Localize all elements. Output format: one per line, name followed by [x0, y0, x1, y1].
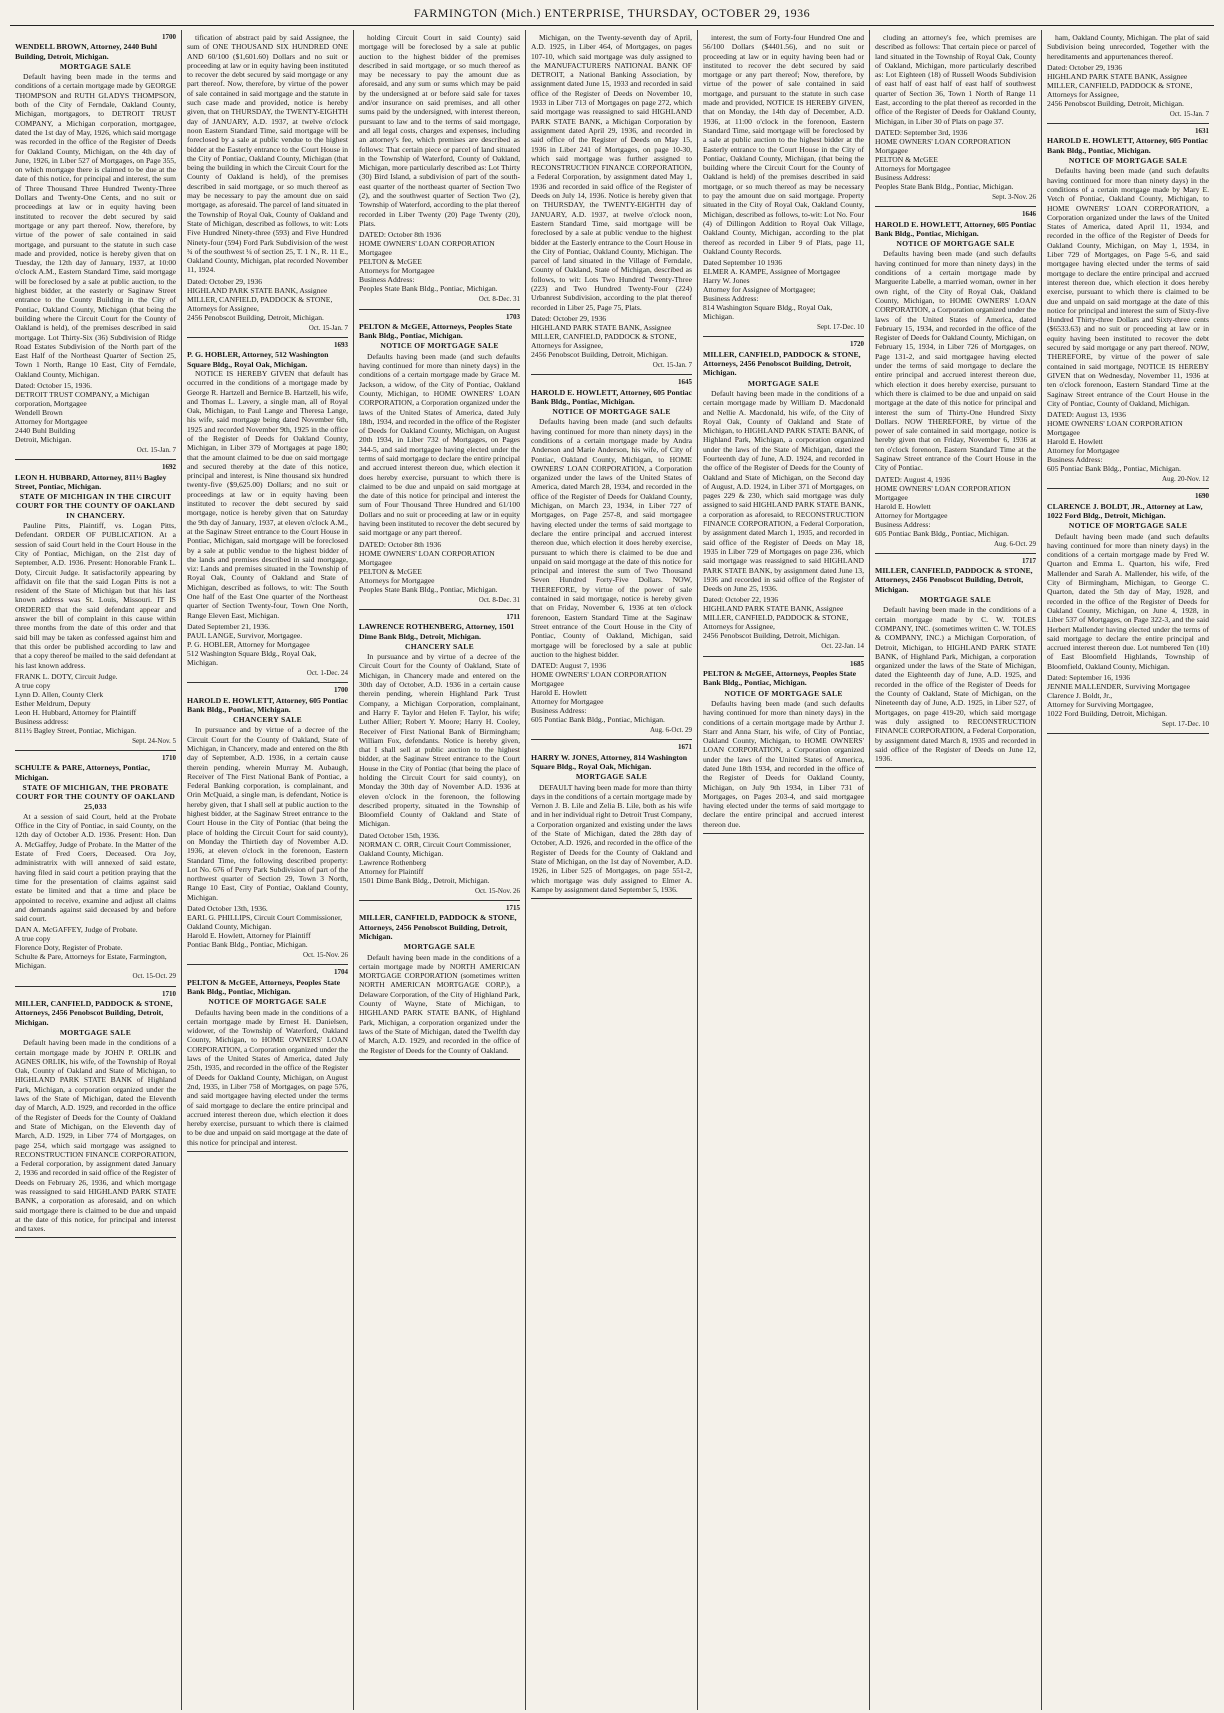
legal-notice — [359, 310, 520, 610]
signature-line: Dated October 13th, 1936. — [187, 904, 268, 914]
legal-notice — [359, 30, 520, 310]
signature-line: PELTON & McGEE — [359, 566, 422, 576]
signature-line: Esther Meldrum, Deputy — [15, 698, 91, 708]
notice-paragraph: interest, the sum of Forty-four Hundred One and 56/100 Dollars ($4401.56), and no suit or proceeding at law or in equity having been had or instituted to recover the debt secured by said mortgage or any part thereof; Now, therefore, by virtue of the power of sale contained in said mortgage, and pursuant to the statute in such case made and provided, NOTICE IS HEREBY GIVEN, that on Monday, the 14th day of December, A.D. 1936, at 11:00 o'clock in the forenoon, Eastern Standard Time, said mortgage will be foreclosed by a sale at public auction to the highest bidder at the Easterly entrance to the Court House in the City of Pontiac, Oakland County, Michigan, (that being the building where the Circuit Court for the County of Oakland is held) of the premises described in said mortgage, or so much thereof as may be necessary to pay the amount due on said mortgage. Property situated in the City of Royal Oak, Oakland County, Michigan, described as follows, to-wit: Lot No. Four (4) of Dillingon Addition to Royal Oak Village, Oakland County, Michigan, according to the plat thereof as recorded in Liber 9 of Plats, page 11, Oakland County Records. — [703, 33, 864, 256]
signature-line: DATED: August 7, 1936 — [531, 661, 607, 671]
legal-notice — [703, 657, 864, 834]
notice-paragraph: Michigan, on the Twenty-seventh day of April, A.D. 1925, in Liber 464, of Mortgages, on pages 107-10, which said mortgage was duly assigned to the MANUFACTURERS NATIONAL BANK OF DETROIT, a National Banking Association, by assignment dated June 15, 1933 and recorded in said office of the Register of Deeds on November 10, 1933 in Liber 713 of Mortgages on page 272, which said mortgage was reassigned to said HIGHLAND PARK STATE BANK, a Michigan Corporation by assignment dated April 29, 1936, and recorded in said office of the Register of Deeds on May 15, 1936 in Liber 241 of Mortgages, on page 10-30, which said mortgage was further assigned to RECONSTRUCTION FINANCE CORPORATION, a Federal Corporation, by assignment dated May 1, 1936 and recorded in said office of the Register of Deeds on July 14, 1936. Notice is hereby given that on THURSDAY, the TWENTY-EIGHTH day of JANUARY, A.D. 1937, at twelve o'clock noon, Eastern Standard Time, said mortgage will be foreclosed by a sale at public vendue to the highest bidder at the Easterly entrance to the Court House in the City of Pontiac, Oakland County, Michigan. The parcel of land situated in the Village of Ferndale, County of Oakland, State of Michigan, described as follows, to wit: Lots Two Hundred Twenty-Three (223) and Two Hundred Twenty-Four (224) Urbanrest Subdivision, according to the plat thereof recorded in Liber 25, Page 75, Plats. — [531, 33, 692, 312]
signature-line: HOME OWNERS' LOAN CORPORATION Mortgagee — [531, 670, 667, 689]
signature-line: Harold E. Howlett — [875, 501, 931, 511]
publication-dates: Oct. 22-Jan. 14 — [821, 642, 864, 651]
notice-signature-block — [703, 258, 864, 321]
notice-signature-block — [15, 381, 176, 444]
signature-line: DATED: October 8th 1936 — [359, 230, 442, 240]
signature-line: 2456 Penobscot Building, Detroit, Michigan. — [531, 349, 668, 359]
signature-line: A true copy — [15, 680, 51, 690]
notice-signature-block — [703, 595, 864, 640]
signature-line: FRANK L. DOTY, Circuit Judge. — [15, 671, 118, 681]
signature-line: DATED: October 8th 1936 — [359, 539, 442, 549]
notice-paragraph: ham, Oakland County, Michigan. The plat of said Subdivision being unrecorded, Together with the hereditaments and appurtenances thereof. — [1047, 33, 1209, 61]
notice-body — [1047, 166, 1209, 408]
notice-number: 1693 — [334, 341, 348, 350]
signature-line: Attorney for Surviving Mortgagee, — [1047, 700, 1154, 710]
notice-number: 1710 — [162, 989, 176, 998]
signature-line: JENNIE MALLENDER, Surviving Mortgagee — [1047, 682, 1190, 692]
publication-dates: Sept. 17-Dec. 10 — [1161, 720, 1209, 729]
signature-line: HIGHLAND PARK STATE BANK, Assignee — [187, 285, 328, 295]
notice-paragraph: Defaults having been made in the conditions of a certain mortgage made by Ernest H. Danielsen, widower, of the Township of Waterford, Oakland County, Michigan, to HOME OWNERS' LOAN CORPORATION, a Corporation organized under the laws of the United States of America, dated July 25th, 1935, and recorded in the office of the Register of Deeds for Oakland County, Michigan, on August 2nd, 1935, in Liber 758 of Mortgages, on page 576, and said mortgagee having elected under the terms of said mortgage to declare the entire principal and accrued interest thereon due, which election it does hereby exercise, pursuant to which there is claimed to be due and unpaid on said mortgage at the date of this notice for principal and interest. — [187, 1007, 348, 1147]
notice-paragraph: Default having been made in the conditions of a certain mortgage made by NORTH AMERICAN MORTGAGE CORPORATION (sometimes written NORTH AMERICAN MORTGAGE CORP.), a Delaware Corporation, of the City of Highland Park, County of Wayne, State of Michigan, to HIGHLAND PARK STATE BANK, of Highland Park, Michigan, a corporation organized under the laws of the State of Michigan, dated the Twelfth day of March, A.D. 1929, and recorded in the office of the Register of Deeds for the County of Oakland. — [359, 952, 520, 1055]
signature-line: 2456 Penobscot Building, Detroit, Michigan. — [187, 312, 324, 322]
legal-notice — [531, 740, 692, 899]
legal-notice — [875, 554, 1036, 769]
signature-line: Clarence J. Boldt, Jr., — [1047, 691, 1113, 701]
signature-line: 2456 Penobscot Building, Detroit, Michigan. — [1047, 98, 1184, 108]
signature-line: Harold E. Howlett, Attorney for Plaintiff — [187, 931, 311, 941]
signature-line: HOME OWNERS' LOAN CORPORATION Mortgagee — [359, 239, 495, 258]
notice-title: MORTGAGE SALE — [59, 1027, 132, 1037]
notice-signature-block — [1047, 63, 1209, 108]
notice-signature-block — [15, 925, 176, 970]
notice-body — [359, 652, 520, 829]
notice-signature-block — [187, 904, 348, 949]
publication-dates: Sept. 17-Dec. 10 — [816, 323, 864, 332]
notice-attorney-heading: SCHULTE & PARE, Attorneys, Pontiac, Michigan. — [15, 763, 150, 782]
notice-signature-block — [1047, 673, 1209, 718]
notice-body — [531, 417, 692, 659]
signature-line: HIGHLAND PARK STATE BANK, Assignee — [703, 604, 844, 614]
signature-line: NORMAN C. ORR, Circuit Court Commissioner, Oakland County, Michigan. — [359, 839, 512, 858]
notice-number: 1646 — [1022, 210, 1036, 219]
notice-title: CHANCERY SALE — [233, 715, 302, 725]
signature-line: DAN A. McGAFFEY, Judge of Probate. — [15, 925, 138, 935]
signature-line: MILLER, CANFIELD, PADDOCK & STONE, Attorneys for Assignee, — [187, 294, 333, 313]
signature-line: Attorneys for Mortgagee — [359, 575, 435, 585]
signature-line: Leon H. Hubbard, Attorney for Plaintiff — [15, 707, 137, 717]
notice-title: STATE OF MICHIGAN, THE PROBATE COURT FOR THE COUNTY OF OAKLAND 25,033 — [15, 783, 176, 811]
signature-line: Attorneys for Mortgagee — [359, 266, 435, 276]
signature-line: 2456 Penobscot Building, Detroit, Michigan. — [703, 631, 840, 641]
notice-attorney-heading: HAROLD E. HOWLETT, Attorney, 605 Pontiac Bank Bldg., Pontiac, Michigan. — [187, 695, 348, 714]
signature-line: Attorney for Mortgagee — [1047, 446, 1120, 456]
notice-body — [531, 33, 692, 312]
signature-line: Business Address: — [531, 706, 587, 716]
notice-body — [15, 812, 176, 924]
notice-paragraph: DEFAULT having been made for more than thirty days in the conditions of a certain mortgage made by Vernon J. B. Lile and Zelia B. Lile, both as his wife and in her individual right to Detroit Trust Company, a Corporation organized and existing under the laws of the State of Michigan, dated the 28th day of October, A.D. 1926, and recorded in the office of the Register of Deeds for the County of Oakland and State of Michigan, on the 1st day of November, A.D. 1926, in Liber 525 of Mortgages, on page 551-2, which mortgage was duly assigned to Elmer A. Kampe by assignment dated September 5, 1936. — [531, 782, 692, 894]
legal-notice — [531, 30, 692, 375]
signature-line: ELMER A. KAMPE, Assignee of Mortgagee — [703, 267, 841, 277]
signature-line: Dated September 10 1936 — [703, 258, 783, 268]
publication-dates: Oct. 15-Jan. 7 — [136, 445, 176, 454]
notice-number: 1703 — [506, 312, 520, 321]
notice-attorney-heading: HAROLD E. HOWLETT, Attorney, 605 Pontiac Bank Bldg., Pontiac, Michigan. — [1047, 136, 1208, 155]
notice-title: NOTICE OF MORTGAGE SALE — [552, 407, 671, 417]
signature-line: Wendell Brown — [15, 407, 63, 417]
notice-attorney-heading: MILLER, CANFIELD, PADDOCK & STONE, Attorneys, 2456 Penobscot Building, Detroit, Michigan. — [703, 349, 861, 378]
signature-line: Business Address: — [875, 519, 931, 529]
notice-attorney-heading: MILLER, CANFIELD, PADDOCK & STONE, Attorneys, 2456 Penobscot Building, Detroit, Michigan. — [359, 913, 517, 941]
notice-attorney-heading: P. G. HOBLER, Attorney, 512 Washington Square Bldg., Royal Oak, Michigan. — [187, 350, 329, 369]
signature-line: Attorneys for Mortgagee — [875, 163, 951, 173]
signature-line: PAUL LANGE, Survivor, Mortgagee. — [187, 630, 303, 640]
signature-line: 811½ Bagley Street, Pontiac, Michigan. — [15, 725, 137, 735]
signature-line: 605 Pontiac Bank Bldg., Pontiac, Michigan. — [1047, 464, 1181, 474]
notice-body — [359, 953, 520, 1055]
notice-title: NOTICE OF MORTGAGE SALE — [380, 341, 499, 351]
signature-line: Dated September 21, 1936. — [187, 621, 270, 631]
signature-line: HOME OWNERS' LOAN CORPORATION Mortgagee — [1047, 419, 1183, 438]
signature-line: Attorney for Mortgagee — [15, 416, 88, 426]
signature-line: Lawrence Rothenberg — [359, 857, 427, 867]
notice-title: MORTGAGE SALE — [747, 378, 820, 388]
signature-line: Business Address: — [1047, 455, 1103, 465]
signature-line: DATED: September 3rd, 1936 — [875, 127, 968, 137]
legal-notice-columns — [10, 30, 1214, 1710]
signature-line: 512 Washington Square Bldg., Royal Oak, Michigan. — [187, 648, 317, 667]
signature-line: Peoples State Bank Bldg., Pontiac, Michigan. — [359, 584, 498, 594]
notice-body — [875, 249, 1036, 472]
signature-line: Dated: September 16, 1936 — [1047, 673, 1131, 683]
legal-notice — [15, 751, 176, 987]
notice-number: 1685 — [850, 659, 864, 668]
notice-body — [15, 72, 176, 379]
notice-body — [187, 1008, 348, 1147]
notice-body — [359, 352, 520, 538]
notice-attorney-heading: HARRY W. JONES, Attorney, 814 Washington Square Bldg., Royal Oak, Michigan. — [531, 752, 688, 771]
signature-line: Business Address: — [875, 172, 931, 182]
legal-notice — [703, 30, 864, 337]
signature-line: Attorney for Assignee of Mortgagee; — [703, 285, 816, 295]
publication-dates: Aug. 20-Nov. 12 — [1162, 475, 1209, 484]
column-1 — [10, 30, 182, 1710]
legal-notice — [15, 460, 176, 751]
notice-paragraph: holding Circuit Court in said County) said mortgage will be foreclosed by a sale at public auction to the highest bidder of the premises described in said mortgage, or so much thereof as may be necessary to pay the amount due as aforesaid, and any sum or sums which may be paid by the undersigned at or before said sale for taxes and/or insurance on said premises, and all other sums paid by the undersigned, with interest thereon, pursuant to law and to the terms of said mortgage, and all legal costs, charges and expenses, including an attorney's fee, which premises are described as follows: That certain piece or parcel of land situated in the Township of Waterford, County of Oakland, Michigan, more particularly described as: Lot Thirty (30) Bird Island, a subdivision of part of the south-east quarter of the northeast quarter of Section Two (2), and the southwest quarter of Section Two (2), Township of Waterford, according to the plat thereof recorded in Liber Twenty (20) Page Twenty (20), Plats. — [359, 33, 520, 228]
publication-dates: Aug. 6-Oct. 29 — [650, 726, 692, 735]
legal-notice — [187, 338, 348, 683]
notice-paragraph: Default having been made in the conditions of a certain mortgage made by C. W. TOLES COMPANY, INC. (sometimes written C. W. TOLES & COMPANY, INC.) a Michigan Corporation, of Detroit, Michigan, to HIGHLAND PARK STATE BANK, of Highland Park, Michigan, a corporation organized under the laws of the State of Michigan, dated the Eighteenth day of June, A.D. 1925, and recorded in the office of the Register of Deeds for the County of Oakland, State of Michigan, on the Nineteenth day of June, A.D. 1925, in Liber 527, of Mortgages, on page 419-20, which said mortgage was duly assigned to RECONSTRUCTION FINANCE CORPORATION, a Federal Corporation, by assignment dated March 8, 1935 and recorded in said office of the Register of Deeds on June 12, 1936. — [875, 605, 1036, 764]
notice-number: 1631 — [1195, 127, 1209, 136]
notice-title: STATE OF MICHIGAN IN THE CIRCUIT COURT FOR THE COUNTY OF OAKLAND IN CHANCERY. — [15, 492, 176, 520]
signature-line: EARL G. PHILLIPS, Circuit Court Commissioner, Oakland County, Michigan. — [187, 913, 343, 932]
notice-attorney-heading: PELTON & McGEE, Attorneys, Peoples State Bank Bldg., Pontiac, Michigan. — [187, 977, 341, 996]
signature-line: Florence Doty, Register of Probate. — [15, 943, 123, 953]
publication-dates: Oct. 15-Oct. 29 — [132, 972, 176, 981]
legal-notice — [15, 30, 176, 460]
signature-line: Schulte & Pare, Attorneys for Estate, Farmington, Michigan. — [15, 952, 167, 971]
signature-line: P. G. HOBLER, Attorney for Mortgagee — [187, 639, 310, 649]
column-6 — [870, 30, 1042, 1710]
notice-attorney-heading: CLARENCE J. BOLDT, JR., Attorney at Law, 1022 Ford Bldg., Detroit, Michigan. — [1047, 501, 1203, 520]
notice-number: 1710 — [162, 754, 176, 763]
notice-paragraph: In pursuance and by virtue of a decree of the Circuit Court for the County of Oakland, State of Michigan, in Chancery, made and entered on the 8th day of September, A.D. 1936, in a certain cause therein pending, wherein Murray M. Aubaugh, Receiver of The First National Bank of Pontiac, a Federal Banking corporation, is complainant, and Orin McQuaid, a single man, is defendant, Notice is hereby given, that I shall sell at public auction to the highest bidder, at the Saginaw Street entrance to the Court House in the City of Pontiac (that being the place of holding the Circuit Court for said county), on Monday the Thirtieth day of November A.D. 1936, at eleven o'clock in the forenoon, Eastern Standard Time, the following described property: Lot No. 676 of Perry Park Subdivision of part of the northwest quarter of Section 29, Town 3 North, Range 10 East, City of Pontiac, Oakland County, Michigan. — [187, 725, 348, 902]
signature-line: Dated: October 29, 1936 — [531, 313, 607, 323]
notice-paragraph: tification of abstract paid by said Assignee, the sum of ONE THOUSAND SIX HUNDRED ONE AND 60/100 ($1,601.60) Dollars and no suit or proceeding at law or in equity having been instituted to recover the debt secured by said mortgage or any part thereof. Now, therefore, by virtue of the power of sale contained in said mortgage and the statute in such case made and provided, notice is hereby given, that on THURSDAY, the TWENTY-EIGHTH day of JANUARY, A.D. 1937, at twelve o'clock noon Eastern Standard Time, said mortgage will be foreclosed by a sale at public vendue to the highest bidder at the Easterly entrance to the Court House in the City of Pontiac, Oakland County, Michigan (that being the building in which the Circuit Court for the County of Oakland is held), of the premises described in said mortgage, or so much thereof as may be necessary to pay the amount due on said mortgage, as aforesaid. The parcel of land situated in the Township of Royal Oak, County of Oakland and State of Michigan, described as follows, to wit: Lots Five Hundred Ninety-three (593) and Five Hundred Ninety-four (594) Ford Park Subdivision of the west ¾ of the southwest ¼ of section 25, T. 1 N., R. 11 E., Oakland County, Michigan, plat recorded November 11, 1924. — [187, 33, 348, 275]
column-3 — [354, 30, 526, 1710]
publication-dates: Sept. 3-Nov. 26 — [992, 192, 1036, 201]
notice-title: NOTICE OF MORTGAGE SALE — [208, 997, 327, 1007]
notice-body — [1047, 532, 1209, 671]
notice-paragraph: Defaults having been made (and such defaults having continued for more than ninety days) in the conditions of a certain mortgage made by Marguerite Labelle, a married woman, owner in her own right, of the City of Royal Oak, Oakland County, Michigan, to HOME OWNERS' LOAN CORPORATION, a Corporation organized under the laws of the United States of America, dated February 15, 1934, and recorded in the office of the Register of Deeds for Oakland County, Michigan, on February 15, 1934, in Liber 726 of Mortgages, on Page 131-2, and said mortgagee having elected under the terms of said mortgage to declare the entire principal and accrued interest thereon due, which election it does hereby exercise, pursuant to which there is claimed to be due and unpaid on said mortgage at the date of this notice for principal and interest the sum of Thirty-One Hundred Sixty Dollars. NOW THEREFORE, by virtue of the power of sale contained in said mortgage, notice is hereby given that on Friday, November 6, 1936 at ten o'clock forenoon, Eastern Standard Time at the Saginaw Street entrance of the Court House in the City of Pontiac. — [875, 249, 1036, 473]
legal-notice — [187, 30, 348, 338]
notice-number: 1700 — [334, 686, 348, 695]
notice-paragraph: Defaults having been made (and such defaults having continued for more than ninety days) in the conditions of a certain mortgage made by Andra Anderson and Marie Anderson, his wife, of City of Pontiac, Oakland County, Michigan, to HOME OWNERS' LOAN CORPORATION, a Corporation organized under the laws of the United States of America, dated March 28, 1934, and recorded in the office of the Register of Deeds for Oakland County, Michigan, on March 23, 1934, in Liber 727 of Mortgages, on Page 257-8, and said mortgagee having elected under the terms of said mortgage to declare the entire principal and accrued interest thereon due, which election it does hereby exercise, pursuant to which there is claimed to be due and unpaid on said mortgage at the date of this notice for principal and interest the sum of Two Thousand Seven Hundred Forty-Five Dollars. NOW, THEREFORE, by virtue of the power of sale contained in said mortgage, notice is hereby given that on Friday, November 6, 1936 at ten o'clock forenoon, Eastern Standard Time at the Saginaw Street entrance of the Court House in the City of Pontiac, County of Oakland, Michigan, said mortgage will be foreclosed by a sale at public auction to the highest bidder. — [531, 417, 692, 659]
notice-paragraph: Default having been made (and such defaults having continued for more than ninety days) in the conditions of a certain mortgage made by Fred W. Quarton and Emma L. Quarton, his wife, Fred Mallender and Sarah A. Mallender, his wife, of the City of Birmingham, Michigan, to George C. Quarton, dated the 5th day of May, 1928, and recorded in the office of the Register of Deeds for Oakland County, Michigan, on June 4, 1928, in Liber 537 of Mortgages, on Page 322-3, and the said Herbert Mallender having elected under the terms of said mortgage to declare the entire principal and accrued interest thereon due. Lot numbered Ten (10) of East Bloomfield Highlands, Township of Bloomfield, Oakland County, Michigan. — [1047, 531, 1209, 671]
notice-attorney-heading: MILLER, CANFIELD, PADDOCK & STONE, Attorneys, 2456 Penobscot Building, Detroit, Michigan. — [15, 999, 173, 1027]
legal-notice — [703, 337, 864, 656]
signature-line: HOME OWNERS' LOAN CORPORATION Mortgagee — [875, 136, 1011, 155]
signature-line: Peoples State Bank Bldg., Pontiac, Michigan. — [875, 181, 1014, 191]
notice-body — [703, 389, 864, 594]
signature-line: DATED: August 13, 1936 — [1047, 410, 1126, 420]
signature-line: Peoples State Bank Bldg., Pontiac, Michigan. — [359, 284, 498, 294]
signature-line: Business address: — [15, 716, 69, 726]
notice-body — [187, 33, 348, 275]
notice-title: NOTICE OF MORTGAGE SALE — [1068, 156, 1188, 166]
column-5 — [698, 30, 870, 1710]
legal-notice — [1047, 489, 1209, 734]
notice-attorney-heading: MILLER, CANFIELD, PADDOCK & STONE, Attorneys, 2456 Penobscot Building, Detroit, Michigan. — [875, 566, 1033, 594]
publication-dates: Oct. 15-Jan. 7 — [308, 323, 348, 332]
signature-line: Attorney for Mortgagee — [531, 697, 604, 707]
legal-notice — [187, 965, 348, 1152]
notice-paragraph: NOTICE IS HEREBY GIVEN that default has occurred in the conditions of a mortgage made by George R. Hartzell and Bernice B. Hartzell, his wife, and Thomas L. Lavery, a single man, all of Royal Oak, Michigan, to Paul Lange and Theresa Lange, his wife, said mortgage being dated November 6th, 1925 and recorded November 9th, 1925 in the office of the Register of Deeds for Oakland County, Michigan, in Liber 379 of Mortgages at page 180; that the amount claimed to be due on said mortgage and secured thereby at the date of this notice, principal and interest, is Nine thousand six hundred twenty-five ($9,625.00) Dollars; and no suit or proceedings at law or in equity having been instituted to recover the debt secured by said mortgage, notice is hereby given that on Saturday the 9th day of January, 1937, at eleven o'clock A.M., at the Saginaw Street entrance to the Court House in Pontiac, Michigan, said mortgage will be foreclosed by a sale at public vendue to the highest bidder of the lands and premises described in said mortgage, viz: Lands and premises situated in the Township of Royal Oak, County of Oakland and State of Michigan, described as follows, to wit: The South One half of the East One quarter of the Northeast quarter of Section Twenty-four, Town One North, Range Eleven East, Michigan. — [187, 368, 348, 620]
signature-line: Attorneys for Assignee, — [1047, 89, 1119, 99]
legal-notice — [875, 207, 1036, 554]
publication-dates: Oct. 15-Nov. 26 — [474, 886, 520, 895]
notice-paragraph: At a session of said Court, held at the Probate Office in the City of Pontiac, in said County, on the 12th day of October A.D. 1936. Present: Hon. Dan A. McGaffey, Judge of Probate. In the Matter of the Estate of Fred Coers, Deceased. Ora Joy, administratrix with will annexed of said estate, having filed in said court a petition praying that the time for the presentation of claims against said estate be limited and that a time and place be appointed to receive, examine and adjust all claims and demands against said deceased by and before said court. — [15, 811, 176, 924]
signature-line: DATED: August 4, 1936 — [875, 474, 951, 484]
legal-notice — [15, 987, 176, 1239]
notice-signature-block — [531, 661, 692, 724]
notice-attorney-heading: LAWRENCE ROTHENBERG, Attorney, 1501 Dime Bank Bldg., Detroit, Michigan. — [359, 622, 515, 641]
signature-line: Business Address: — [703, 294, 759, 304]
notice-attorney-heading: LEON H. HUBBARD, Attorney, 811½ Bagley Street, Pontiac, Michigan. — [15, 472, 167, 491]
notice-paragraph: Defaults having been made (and such defaults having continued for more than ninety days) in the conditions of a certain mortgage made by Arthur J. Starr and Anna Starr, his wife, of City of Pontiac, Oakland County, Michigan, to HOME OWNERS' LOAN CORPORATION, a Corporation organized under the laws of the United States of America, dated June 18th 1934, and recorded in the office of the Register of Deeds for Oakland County, Michigan, on July 9th 1934, in Liber 731 of Mortgages, on Pages 203-4, and said mortgagee having elected under the terms of said mortgage to declare the entire principal and accrued interest thereon due. — [703, 698, 864, 829]
signature-line: MILLER, CANFIELD, PADDOCK & STONE, — [703, 613, 849, 623]
signature-line: HIGHLAND PARK STATE BANK, Assignee — [1047, 71, 1188, 81]
notice-number: 1671 — [678, 743, 692, 752]
notice-signature-block — [187, 277, 348, 322]
notice-body — [531, 783, 692, 895]
column-7 — [1042, 30, 1214, 1710]
legal-notice — [359, 901, 520, 1060]
legal-notice — [1047, 124, 1209, 489]
notice-title: MORTGAGE SALE — [575, 772, 648, 782]
signature-line: 2440 Buhl Building — [15, 425, 76, 435]
notice-body — [187, 725, 348, 902]
signature-line: Dated: October 29, 1936 — [187, 276, 263, 286]
notice-paragraph: Default having been made in the terms and conditions of a certain mortgage made by GEORGE THOMPSON and RUTH GLADYS THOMPSON, both of the City of Ferndale, Oakland County, Michigan, mortgagors, to DETROIT TRUST COMPANY, a Michigan corporation, mortgagee, dated the 1st day of May, 1926, which said mortgage was recorded in the office of the Register of Deeds for Oakland County, Michigan, on the 4th day of June, 1926, in Liber 527 of Mortgages, on Page 355, on which mortgage there is claimed to be due at the date of this notice, for principal and interest, the sum of Three Thousand Three Hundred Twenty-Three Dollars and Twenty-One Cents, and no suit or proceedings at law or in equity having been instituted to recover the debt secured by said mortgage or any part thereof. Now, therefore, by virtue of the power of sale contained in said mortgage, and pursuant to the statute in such case made and provided, notice is hereby given that on Tuesday, the 12th day of January, 1937, at 10:00 o'clock A.M., Eastern Standard Time, said mortgage will be foreclosed by a sale at public auction, to the highest bidder, at the easterly or Saginaw Street entrance to the County Building in the City of Pontiac, Oakland County, Michigan (that being the building where the Circuit Court for the County of Oakland is held), of the premises described in said mortgage. Lot Thirty-Six (36) Subdivision of Ridge Road Estates Subdivision of the North part of the East Half of the Northeast Quarter of Section 25, Town 1 North, Range 10 East, City of Ferndale, Oakland County, Michigan. — [15, 72, 176, 379]
notice-number: 1711 — [506, 612, 520, 621]
notice-paragraph: cluding an attorney's fee, which premises are described as follows: That certain piece or parcel of land situated in the Township of Royal Oak, County of Oakland, Michigan, more particularly described as: Lot Eighteen (18) of Russell Woods Subdivision of east half of east half of east half of southwest quarter of Section 36, Town 1 North of Range 11 East, according to the plat thereof as recorded in the office of the Register of Deeds for Oakland County, Michigan, in Liber 30 of Plats on page 37. — [875, 33, 1036, 126]
notice-body — [15, 521, 176, 670]
notice-number: 1645 — [678, 378, 692, 387]
notice-body — [703, 699, 864, 829]
signature-line: 605 Pontiac Bank Bldg., Pontiac, Michigan. — [531, 715, 665, 725]
signature-line: HOME OWNERS' LOAN CORPORATION Mortgagee — [359, 548, 495, 567]
signature-line: 1501 Dime Bank Bldg., Detroit, Michigan. — [359, 875, 490, 885]
notice-body — [875, 33, 1036, 126]
signature-line: HOME OWNERS' LOAN CORPORATION Mortgagee — [875, 483, 1011, 502]
notice-number: 1717 — [1022, 556, 1036, 565]
column-4 — [526, 30, 698, 1710]
notice-number: 1715 — [506, 904, 520, 913]
notice-title: NOTICE OF MORTGAGE SALE — [724, 688, 843, 698]
publication-dates: Oct. 8-Dec. 31 — [478, 295, 520, 304]
signature-line: MILLER, CANFIELD, PADDOCK & STONE, — [1047, 80, 1193, 90]
notice-body — [703, 33, 864, 256]
notice-title: NOTICE OF MORTGAGE SALE — [896, 239, 1015, 249]
signature-line: A true copy — [15, 934, 51, 944]
publication-dates: Oct. 15-Jan. 7 — [1169, 109, 1209, 118]
notice-number: 1720 — [850, 340, 864, 349]
notice-body — [1047, 33, 1209, 61]
legal-notice — [1047, 30, 1209, 124]
notice-signature-block — [359, 540, 520, 594]
notice-paragraph: Default having been made in the conditions of a certain mortgage made by William D. Macdonald and Nellie A. Macdonald, his wife, of the City of Royal Oak, County of Oakland and State of Michigan, to HIGHLAND PARK STATE BANK, of Highland Park, Michigan, a corporation organized under the laws of the State of Michigan, dated the Fourteenth day of June, A.D. 1924, and recorded in the office of the Register of Deeds for the County of Oakland and State of Michigan, on the Second day of August, A.D. 1924, in Liber 371 of Mortgages, on pages 229 & 230, which said mortgage was duly assigned to said HIGHLAND PARK STATE BANK, a corporation as aforesaid, to RECONSTRUCTION FINANCE CORPORATION, a Federal Corporation, by assignment dated March 1, 1935, and recorded in said office of the Register of Deeds on May 18, 1935 in Liber 729 of Mortgages on page 236, which said mortgage was reassigned to said HIGHLAND PARK STATE BANK, by assignment dated June 13, 1936 and recorded in said office of the Register of Deeds on June 25, 1936. — [703, 388, 864, 594]
publication-dates: Aug. 6-Oct. 29 — [994, 539, 1036, 548]
publication-dates: Oct. 8-Dec. 31 — [478, 595, 520, 604]
signature-line: Attorney for Mortgagee — [875, 510, 948, 520]
publication-dates: Oct. 15-Nov. 26 — [302, 951, 348, 960]
legal-notice — [187, 683, 348, 965]
notice-signature-block — [359, 230, 520, 293]
signature-line: Business Address: — [359, 275, 415, 285]
notice-signature-block — [531, 314, 692, 359]
notice-attorney-heading: PELTON & McGEE, Attorneys, Peoples State Bank Bldg., Pontiac, Michigan. — [703, 669, 857, 688]
legal-notice — [531, 375, 692, 740]
signature-line: 1022 Ford Building, Detroit, Michigan. — [1047, 709, 1168, 719]
notice-attorney-heading: WENDELL BROWN, Attorney, 2440 Buhl Building, Detroit, Michigan. — [15, 42, 158, 61]
column-2 — [182, 30, 354, 1710]
notice-title: NOTICE OF MORTGAGE SALE — [1068, 521, 1188, 531]
notice-signature-block — [875, 475, 1036, 538]
publication-dates: Sept. 24-Nov. 5 — [132, 736, 176, 745]
signature-line: Pontiac Bank Bldg., Pontiac, Michigan. — [187, 940, 308, 950]
notice-signature-block — [359, 831, 520, 885]
notice-attorney-heading: HAROLD E. HOWLETT, Attorney, 605 Pontiac Bank Bldg., Pontiac, Michigan. — [875, 219, 1036, 238]
notice-attorney-heading: HAROLD E. HOWLETT, Attorney, 605 Pontiac Bank Bldg., Pontiac, Michigan. — [531, 387, 692, 406]
signature-line: Attorneys for Assignee, — [703, 622, 775, 632]
signature-line: Lynn D. Allen, County Clerk — [15, 689, 104, 699]
signature-line: PELTON & McGEE — [359, 257, 422, 267]
notice-number: 1704 — [334, 968, 348, 977]
signature-line: Dated: October 22, 1936 — [703, 595, 779, 605]
signature-line: 605 Pontiac Bank Bldg., Pontiac, Michigan. — [875, 528, 1009, 538]
notice-body — [187, 369, 348, 620]
masthead: FARMINGTON (Mich.) ENTERPRISE, THURSDAY, OCTOBER 29, 1936 — [10, 6, 1214, 26]
signature-line: Harold E. Howlett — [1047, 437, 1103, 447]
notice-signature-block — [15, 672, 176, 735]
signature-line: DETROIT TRUST COMPANY, a Michigan corporation, Mortgagee — [15, 389, 150, 408]
notice-body — [875, 605, 1036, 763]
notice-body — [15, 1038, 176, 1233]
notice-number: 1700 — [162, 33, 176, 41]
signature-line: 814 Washington Square Bldg., Royal Oak, Michigan. — [703, 303, 833, 322]
notice-number: 1692 — [162, 463, 176, 472]
signature-line: Dated: October 29, 1936 — [1047, 62, 1123, 72]
signature-line: Harold E. Howlett — [531, 688, 587, 698]
notice-paragraph: In pursuance and by virtue of a decree of the Circuit Court for the County of Oakland, State of Michigan, in Chancery made and entered on the 30th day of October, A.D. 1936 in a certain cause therein pending, wherein Highland Park Trust Company, a Michigan Corporation, complainant, and Harry F. Taylor and Helen F. Taylor, his wife; Luther Allier; Robert Y. Moore; Harry H. Cooley, Receiver of First National Bank of Birmingham; William Fox, defendants. Notice is hereby given, that I shall sell at public auction to the highest bidder, at the Saginaw Street entrance to the Court House in the City of Pontiac (that being the place of holding the Circuit Court for said county), on Monday the 30th day of November A.D. 1936 at eleven o'clock in the forenoon, the following described property, situated in the Township of Bloomfield County of Oakland and State of Michigan. — [359, 652, 520, 829]
signature-line: Attorneys for Assignee, — [531, 340, 603, 350]
legal-notice — [875, 30, 1036, 207]
signature-line: Detroit, Michigan. — [15, 434, 72, 444]
notice-body — [359, 33, 520, 228]
notice-title: MORTGAGE SALE — [403, 942, 476, 952]
signature-line: Attorney for Plaintiff — [359, 866, 424, 876]
notice-number: 1690 — [1195, 492, 1209, 501]
notice-title: MORTGAGE SALE — [919, 595, 992, 605]
notice-attorney-heading: PELTON & McGEE, Attorneys, Peoples State Bank Bldg., Pontiac, Michigan. — [359, 321, 513, 341]
notice-title: CHANCERY SALE — [405, 641, 474, 651]
notice-title: MORTGAGE SALE — [59, 61, 132, 71]
signature-line: PELTON & McGEE — [875, 154, 938, 164]
notice-paragraph: Defaults having been made (and such defaults having continued for more than ninety days) in the conditions of a certain mortgage made by Grace M. Jackson, a widow, of the City of Pontiac, Oakland County, Michigan, to HOME OWNERS' LOAN CORPORATION, a Corporation organized under the laws of the United States of America, dated July 18th, 1934, and recorded in the office of the Register of Deeds for Oakland County, Michigan, on August 20th 1934, in Liber 732 of Mortgages, on Pages 344-5, and said mortgagee having elected under the terms of said mortgage to declare the entire principal and accrued interest thereon due, which election it does hereby exercise, pursuant to which there is claimed to be due and unpaid on said mortgage at the date of this notice for principal and interest the sum of Four Thousand Three Hundred and 61/100 Dollars and no suit or proceeding at law or in equity having been instituted to recover the debt secured by said mortgage or any part thereof. — [359, 351, 520, 538]
notice-paragraph: Default having been made in the conditions of a certain mortgage made by JOHN P. ORLIK and AGNES ORLIK, his wife, of the Township of Royal Oak, County of Oakland and State of Michigan, to HIGHLAND PARK STATE BANK of Highland Park, Michigan, a corporation organized under the laws of the State of Michigan, dated the Eleventh day of March, A.D. 1929, and recorded in the office of the Register of Deeds for the County of Oakland and State of Michigan, on the Eleventh day of March, A.D. 1929, in Liber 774 of Mortgages, on page 254, which said mortgage was assigned to RECONSTRUCTION FINANCE CORPORATION, a Federal corporation, by assignment dated January 2, 1936 and recorded in said office of the Register of Deeds on February 26, 1936, and which mortgage was reassigned to said HIGHLAND PARK STATE BANK, a corporation as aforesaid, and on which said mortgage there is claimed to be due and unpaid at the date of this notice, for principal and interest and taxes. — [15, 1038, 176, 1234]
notice-signature-block — [875, 128, 1036, 191]
notice-paragraph: Pauline Pitts, Plaintiff, vs. Logan Pitts, Defendant. ORDER OF PUBLICATION. At a session of said Court held in the Court House in the City of Pontiac, Michigan, on the 21st day of September, A.D. 1936. Present: Honorable Frank L. Doty, Circuit Judge. It satisfactorily appearing by affidavit on file that the said Logan Pitts is not a resident of the State of Michigan but that his last known address was St. Louis, Missouri. IT IS ORDERED that the said defendant appear and answer the bill of complaint in this cause within three months from the date of this order and that said bill may be taken as confessed against him and that this order be published according to law and that a copy thereof be mailed to the said defendant at his last known address. — [15, 521, 176, 670]
signature-line: Dated: October 15, 1936. — [15, 380, 92, 390]
publication-dates: Oct. 1-Dec. 24 — [306, 668, 348, 677]
signature-line: Dated October 15th, 1936. — [359, 830, 440, 840]
signature-line: MILLER, CANFIELD, PADDOCK & STONE, — [531, 331, 677, 341]
notice-signature-block — [187, 622, 348, 667]
notice-paragraph: Defaults having been made (and such defaults having continued for more than ninety days) in the conditions of a certain mortgage made by Mary E. Vetch of Pontiac, Oakland County, Michigan, to HOME OWNERS' LOAN CORPORATION, a Corporation organized under the laws of the United States of America, dated April 11, 1934, and recorded in the office of the Register of Deeds for Oakland County, Michigan, on May 1, 1934, in Liber 729 of Mortgages, on Page 5-6, and said mortgagee having elected under the terms of said mortgage to declare the entire principal and accrued interest thereon due, which election it does hereby exercise, pursuant to which there is claimed to be due and unpaid on said mortgage at the date of this notice for principal and interest the sum of Sixty-five Hundred Thirty-three Dollars and Sixty-three cents ($6533.63) and no suit or proceeding at law or in equity having been instituted to recover the debt secured by said mortgage or any part thereof. NOW, THEREFORE, by virtue of the power of sale contained in said mortgage, NOTICE IS HEREBY GIVEN that on Wednesday, November 11, 1936 at ten o'clock forenoon, Eastern Standard Time at the Saginaw Street entrance of the Court House in the City of Pontiac, County of Oakland, Michigan. — [1047, 166, 1209, 408]
publication-dates: Oct. 15-Jan. 7 — [652, 360, 692, 369]
legal-notice — [359, 610, 520, 901]
notice-signature-block — [1047, 410, 1209, 473]
signature-line: HIGHLAND PARK STATE BANK, Assignee — [531, 322, 672, 332]
signature-line: Harry W. Jones — [703, 276, 750, 286]
